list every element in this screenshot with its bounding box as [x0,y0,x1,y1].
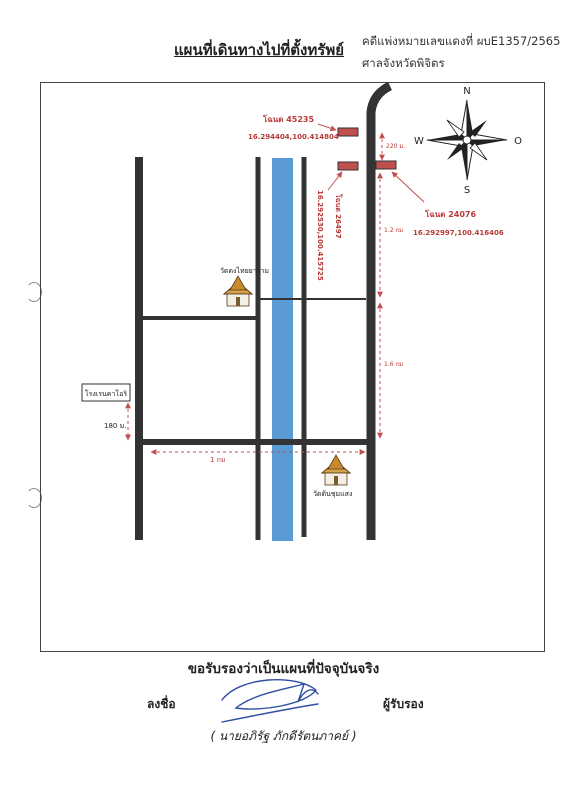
parcel-24076 [376,161,396,169]
parcel-coords-45235: 16.294404,100.414804 [248,133,339,141]
temple-south-label: วัดต้นชุมแสง [313,490,353,498]
distance-label-lower: 1.6 กม [384,361,404,368]
parcel-label-45235: โฉนด 45235 [263,115,315,124]
temple-north-label: วัดดงไทยยาราม [220,267,270,275]
temple-north-icon [224,276,252,306]
arrow-parcel-24076 [392,172,424,202]
parcel-coords-24076: 16.292997,100.416406 [413,229,504,237]
temple-south-icon [322,455,350,485]
signer-name: ( นายอภิรัฐ ภักดีรัตนภาคย์ ) [210,729,357,743]
signature [222,680,318,722]
river [272,158,293,541]
distance-label-top: 220 ม. [386,143,406,150]
case-number: คดีแพ่งหมายเลขแดงที่ ผบE1357/2565 [362,34,561,48]
factory-label: โรงเรนคาโอริ [84,390,128,398]
compass-west: W [414,136,424,147]
parcel-45235 [338,128,358,136]
arrow-parcel-26497 [328,172,342,190]
compass-north: N [463,86,471,97]
road-main-east [371,86,390,540]
sign-label: ลงชื่อ [147,697,176,711]
distance-label-bottom: 1 กม [210,456,226,464]
compass-east: O [514,136,522,147]
distance-label-upper: 1.2 กม [384,227,404,234]
parcel-26497 [338,162,358,170]
map-title: แผนที่เดินทางไปที่ตั้งทรัพย์ [174,41,344,59]
road-network [139,86,390,540]
parcel-label-26497: โฉนด 26497 [334,194,342,239]
certification-text: ขอรับรองว่าเป็นแผนที่ปัจจุบันจริง [187,661,380,677]
court-name: ศาลจังหวัดพิจิตร [362,56,445,70]
compass-rose [427,100,507,180]
parcel-label-24076: โฉนด 24076 [425,210,477,219]
certifier-label: ผู้รับรอง [383,697,424,711]
arrow-parcel-45235 [318,124,336,130]
parcel-coords-26497: 16.292530,100.415725 [316,190,324,281]
distance-label-left: 180 ม. [104,422,127,430]
compass-south: S [463,185,471,196]
